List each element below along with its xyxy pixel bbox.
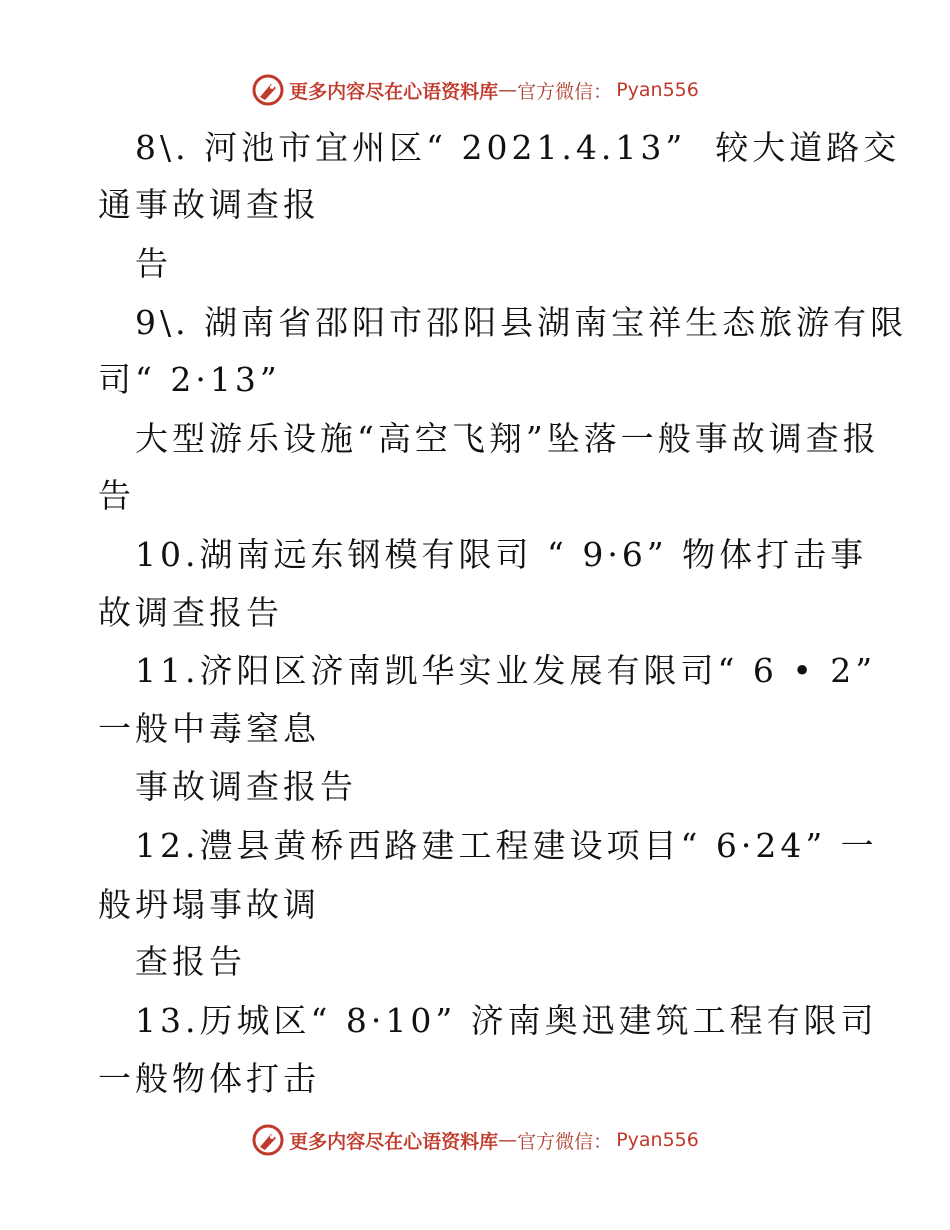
line-10-a: 10.湖南远东钢模有限司 “ 9·6” 物体打击事: [135, 535, 868, 574]
watermark-wechat: Pyan556: [616, 1129, 699, 1151]
pen-nib-logo-icon: [251, 73, 285, 107]
line-8-a: 8\. 河池市宜州区“ 2021.4.13” 较大道路交: [135, 128, 901, 167]
line-11-c: 事故调查报告: [135, 767, 357, 806]
line-11-a: 11.济阳区济南凯华实业发展有限司“ 6 • 2”: [135, 651, 877, 690]
line-8-c: 告: [135, 244, 172, 283]
watermark-official: 官方微信：: [517, 80, 613, 103]
line-9-c: 大型游乐设施“高空飞翔”坠落一般事故调查报: [135, 419, 880, 458]
line-8-b: 通事故调查报: [98, 185, 320, 224]
line-12-c: 查报告: [135, 942, 246, 981]
line-9-b: 司“ 2·13”: [98, 360, 281, 399]
watermark-sep: —: [498, 79, 518, 101]
watermark-official: 官方微信：: [517, 1130, 613, 1153]
watermark-wechat: Pyan556: [616, 79, 699, 101]
watermark-sep: —: [498, 1129, 518, 1151]
line-11-b: 一般中毒窒息: [98, 709, 320, 748]
line-13-a: 13.历城区“ 8·10” 济南奥迅建筑工程有限司: [135, 1001, 878, 1040]
watermark-title: 更多内容尽在心语资料库: [289, 80, 499, 103]
line-9-a: 9\. 湖南省邵阳市邵阳县湖南宝祥生态旅游有限: [135, 303, 908, 342]
header-watermark: [0, 70, 950, 110]
line-12-b: 般坍塌事故调: [98, 885, 320, 924]
watermark-title: 更多内容尽在心语资料库: [289, 1130, 499, 1153]
line-10-b: 故调查报告: [98, 593, 283, 632]
line-12-a: 12.澧县黄桥西路建工程建设项目“ 6·24” 一: [135, 826, 878, 865]
pen-nib-logo-icon: [251, 1123, 285, 1157]
line-13-b: 一般物体打击: [98, 1059, 320, 1098]
line-9-d: 告: [98, 476, 135, 515]
footer-watermark: [0, 1120, 950, 1160]
